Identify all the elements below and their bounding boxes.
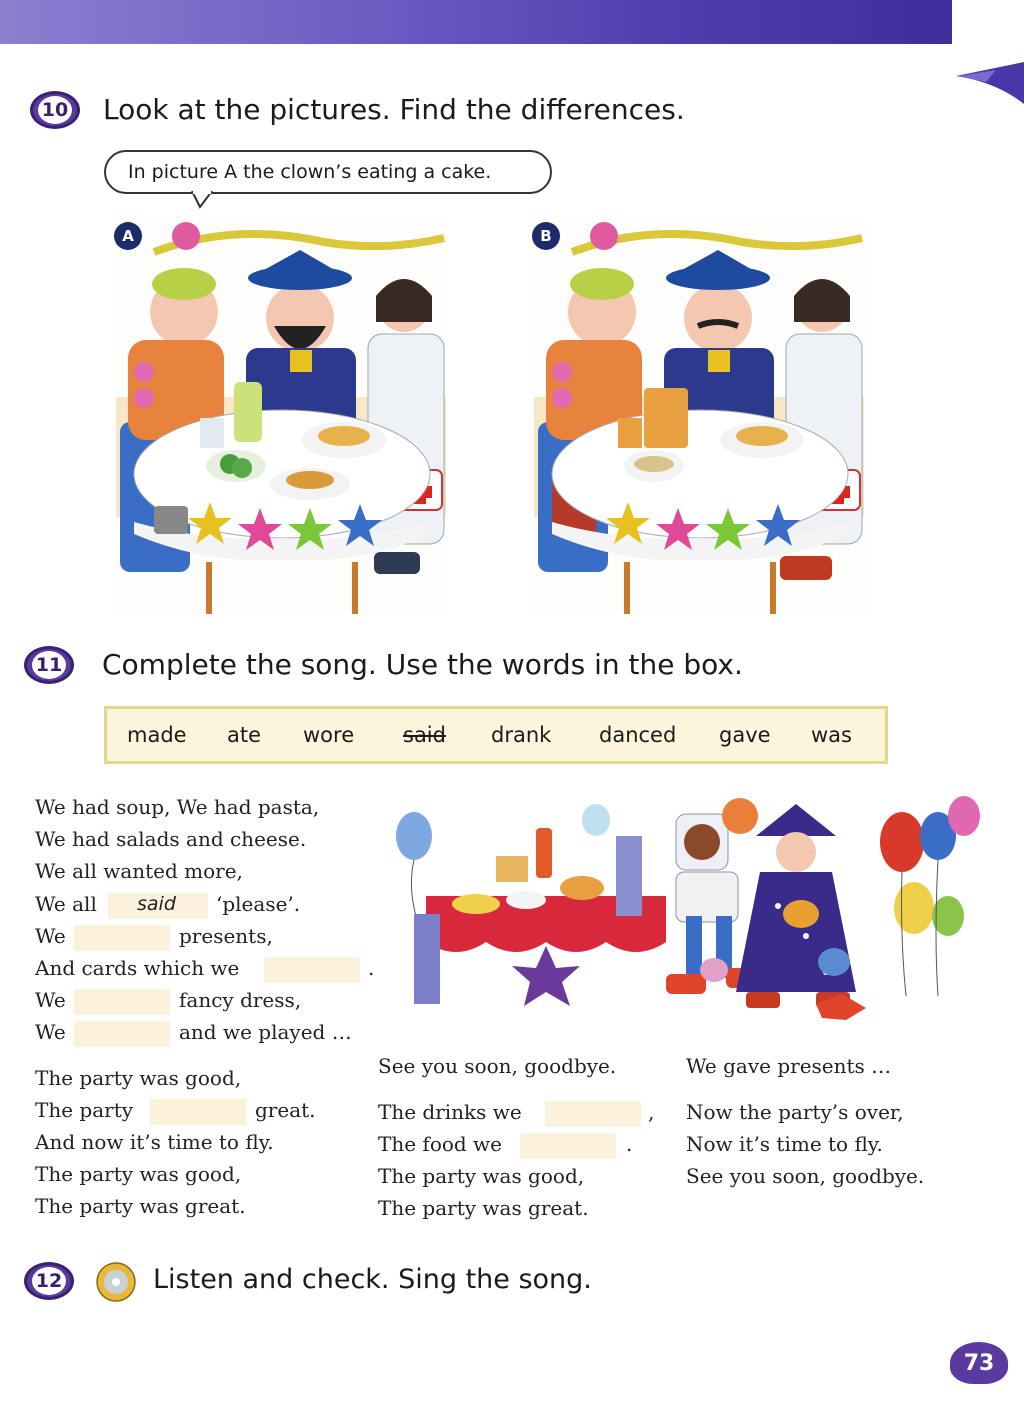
song-line: ‘please’. <box>216 892 301 916</box>
page-number: 73 <box>950 1342 1008 1384</box>
exercise-10-badge: 10 <box>30 91 80 129</box>
word-gave: gave <box>719 723 771 747</box>
song-line: The party was great. <box>35 1194 246 1218</box>
word-said-crossed: said <box>403 723 446 747</box>
song-line: Now the party’s over, <box>686 1100 904 1124</box>
song-line: And now it’s time to fly. <box>35 1130 274 1154</box>
top-banner <box>0 0 952 44</box>
song-line: . <box>626 1132 633 1156</box>
song-line: We <box>35 924 66 948</box>
song-line: See you soon, goodbye. <box>686 1164 925 1188</box>
exercise-12-heading: Listen and check. Sing the song. <box>153 1264 592 1295</box>
speech-bubble <box>104 150 552 194</box>
word-made: made <box>127 723 187 747</box>
page-corner-decoration <box>956 62 1024 104</box>
song-line: The drinks we <box>378 1100 522 1124</box>
answer-blank[interactable] <box>520 1133 616 1159</box>
answer-blank[interactable] <box>264 957 360 983</box>
song-line: See you soon, goodbye. <box>378 1054 617 1078</box>
song-line: We had salads and cheese. <box>35 827 307 851</box>
song-line: Now it’s time to fly. <box>686 1132 883 1156</box>
audio-cd-icon[interactable] <box>96 1262 136 1302</box>
word-box <box>104 706 888 764</box>
word-was: was <box>811 723 852 747</box>
song-line: We all <box>35 892 97 916</box>
answer-blank[interactable] <box>74 1021 170 1047</box>
answer-blank[interactable] <box>545 1101 641 1127</box>
phone-a <box>154 506 188 534</box>
word-danced: danced <box>599 723 677 747</box>
answer-blank[interactable] <box>74 925 170 951</box>
juice-carton-b <box>644 388 688 448</box>
song-line: The food we <box>378 1132 503 1156</box>
song-line: We gave presents … <box>686 1054 892 1078</box>
song-line: great. <box>255 1098 316 1122</box>
song-line: The party was good, <box>35 1162 242 1186</box>
exercise-10-heading: Look at the pictures. Find the differences. <box>103 93 685 126</box>
exercise-12-badge: 12 <box>24 1262 74 1300</box>
answer-blank[interactable] <box>74 989 170 1015</box>
bottle-a <box>234 382 262 442</box>
example-answer: said <box>137 893 176 915</box>
speech-bubble-tail <box>190 191 220 209</box>
picture-a <box>114 222 448 614</box>
party-scene-illustration <box>386 796 986 1032</box>
song-line: And cards which we <box>35 956 240 980</box>
picture-b <box>532 222 866 614</box>
picture-b-label: B <box>532 222 560 250</box>
picture-a-label: A <box>114 222 142 250</box>
song-line: We <box>35 1020 66 1044</box>
song-line: , <box>648 1100 655 1124</box>
word-drank: drank <box>491 723 552 747</box>
song-line: We all wanted more, <box>35 859 243 883</box>
song-line: The party was good, <box>378 1164 585 1188</box>
song-line: We <box>35 988 66 1012</box>
song-line: The party <box>35 1098 134 1122</box>
song-line: presents, <box>179 924 273 948</box>
word-ate: ate <box>227 723 262 747</box>
song-line: The party was great. <box>378 1196 589 1220</box>
word-wore: wore <box>303 723 355 747</box>
song-line: fancy dress, <box>179 988 302 1012</box>
speech-bubble-text: In picture A the clown’s eating a cake. <box>128 161 492 183</box>
answer-blank[interactable] <box>150 1099 246 1125</box>
exercise-11-heading: Complete the song. Use the words in the box. <box>102 648 743 681</box>
exercise-11-badge: 11 <box>24 646 74 684</box>
song-line: We had soup, We had pasta, <box>35 795 320 819</box>
song-line: The party was good, <box>35 1066 242 1090</box>
song-line: . <box>368 956 375 980</box>
song-line: and we played … <box>179 1020 352 1044</box>
